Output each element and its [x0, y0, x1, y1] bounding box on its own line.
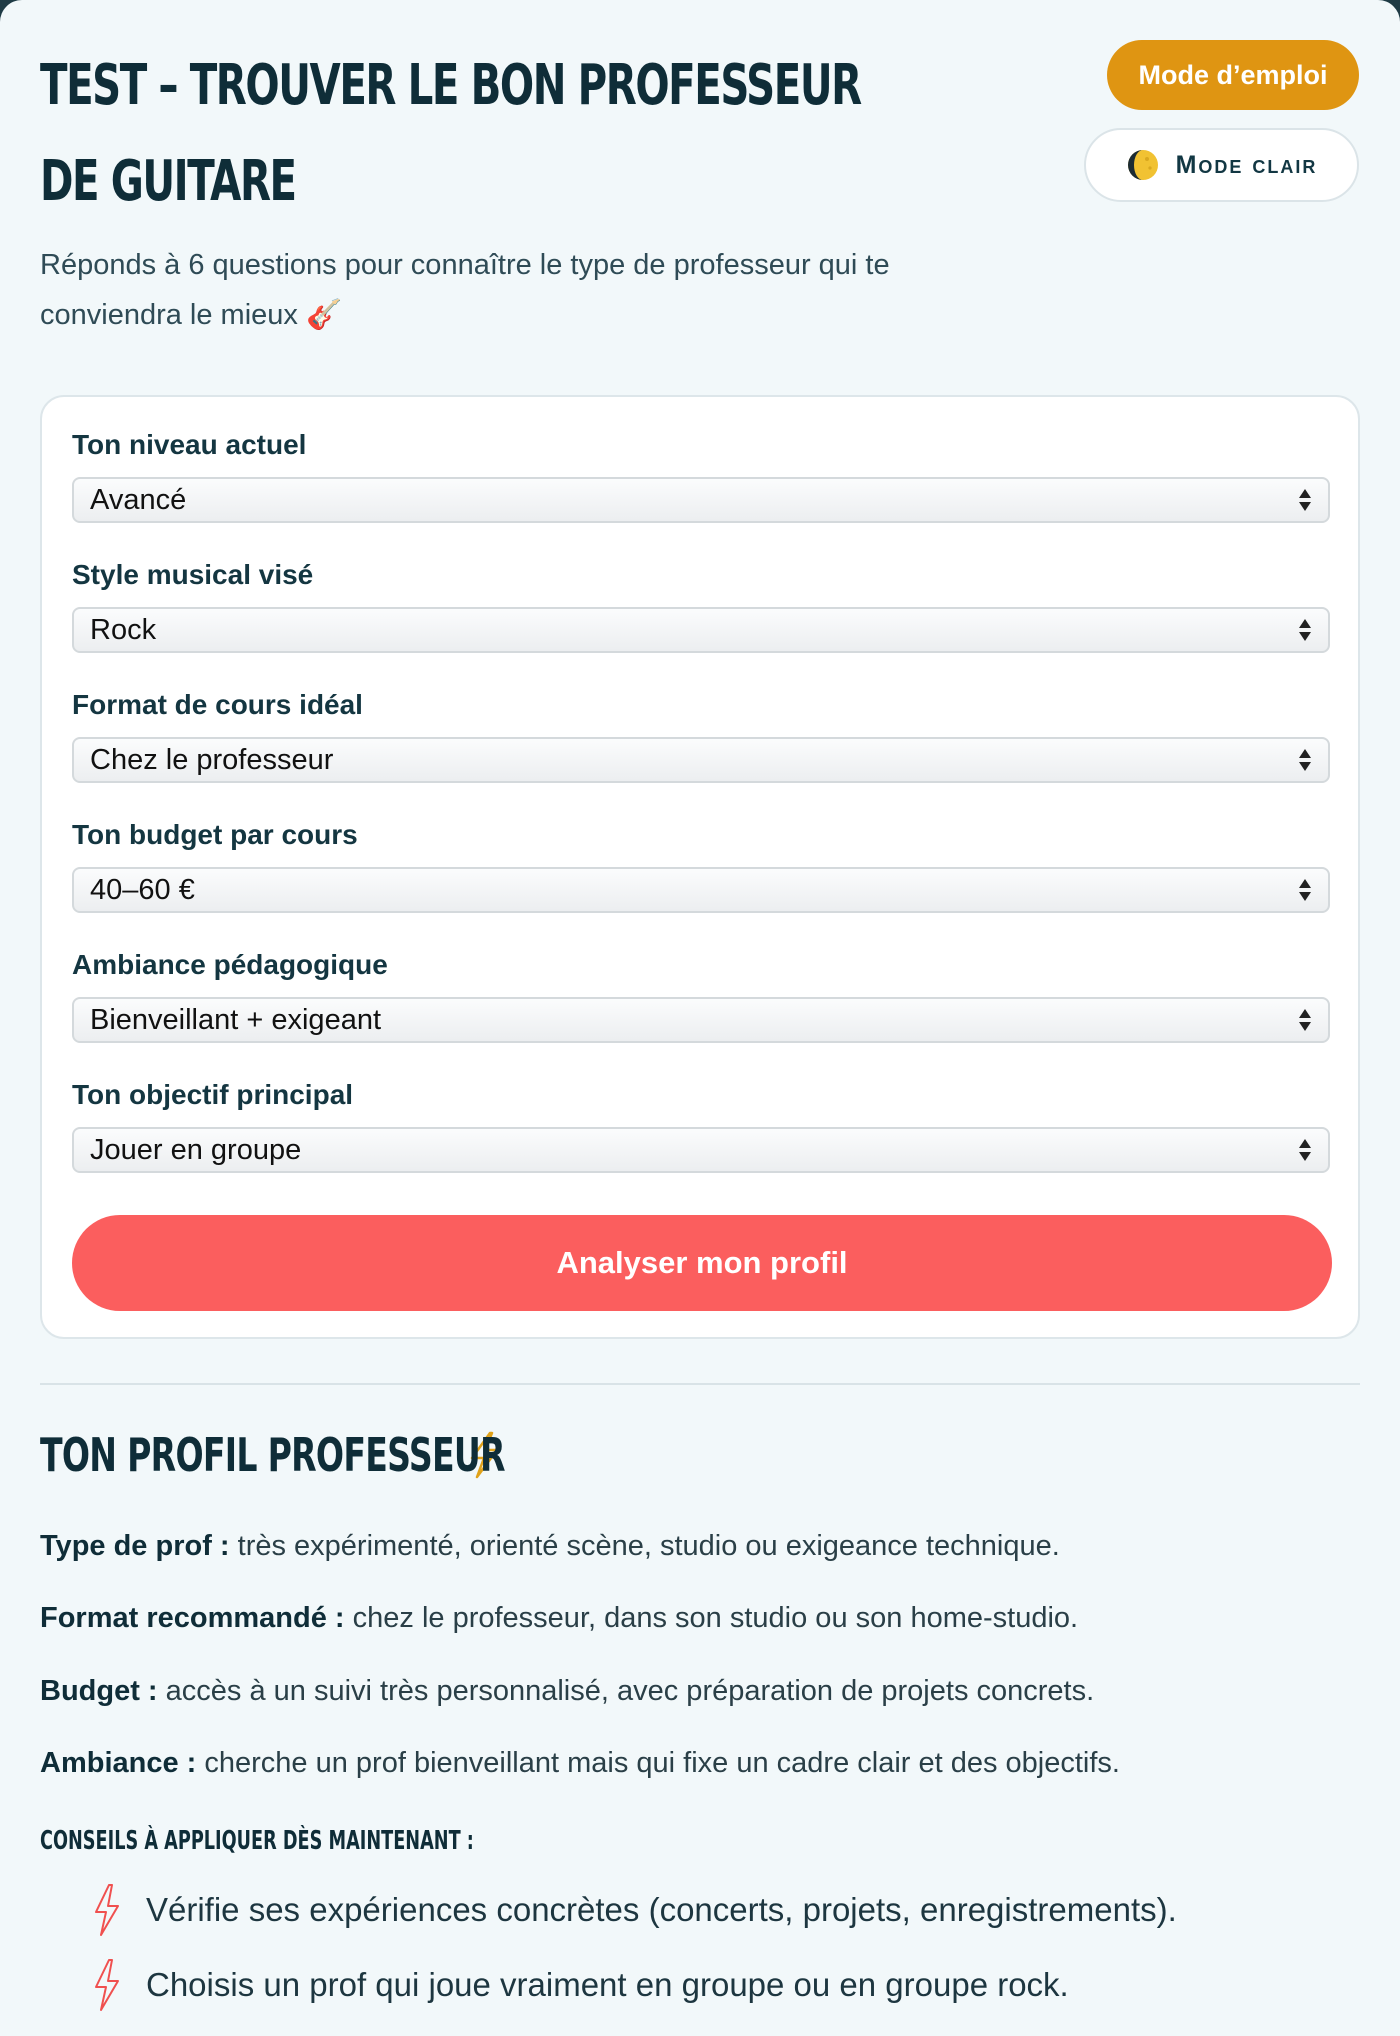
- select-value: Chez le professeur: [90, 743, 334, 776]
- field-label: Style musical visé: [72, 559, 314, 590]
- tip-item: [92, 1880, 1177, 1940]
- tip-item: [92, 1955, 1069, 2015]
- result-text: chez le professeur, dans son studio ou son home-studio.: [352, 1602, 1079, 1634]
- select-value: 40–60 €: [90, 873, 195, 906]
- select-value: Avancé: [90, 483, 187, 516]
- ambiance-select[interactable]: [72, 997, 1330, 1043]
- field-format: [72, 685, 1330, 783]
- lightning-bullet-icon: [92, 1957, 122, 2013]
- result-key: Type de prof :: [40, 1530, 230, 1562]
- select-arrows-icon: [1298, 1136, 1312, 1164]
- result-key: Budget :: [40, 1675, 158, 1707]
- field-objective: [72, 1075, 1330, 1173]
- tip-text: Vérifie ses expériences concrètes (concerts, projets, enregistrements).: [146, 1891, 1177, 1928]
- select-value: Jouer en groupe: [90, 1133, 302, 1166]
- level-select[interactable]: [72, 477, 1330, 523]
- result-teacher-type: [40, 1530, 1360, 1563]
- result-text: cherche un prof bienveillant mais qui fixe un cadre clair et des objectifs.: [204, 1747, 1120, 1779]
- style-select[interactable]: [72, 607, 1330, 653]
- section-divider: [40, 1383, 1360, 1385]
- field-budget: [72, 815, 1330, 913]
- field-label: Ton budget par cours: [72, 819, 358, 850]
- select-arrows-icon: [1298, 876, 1312, 904]
- profile-heading: [40, 1425, 504, 1485]
- result-format: [40, 1602, 1360, 1635]
- field-label: Ambiance pédagogique: [72, 949, 388, 980]
- analyze-button[interactable]: Analyser mon profil: [72, 1215, 1332, 1311]
- result-text: très expérimenté, orienté scène, studio ou exigeance technique.: [237, 1530, 1060, 1562]
- result-key: Format recommandé :: [40, 1602, 345, 1634]
- theme-toggle-label: Mode clair: [1175, 150, 1318, 179]
- result-budget: [40, 1675, 1360, 1708]
- select-arrows-icon: [1298, 616, 1312, 644]
- field-ambiance: [72, 945, 1330, 1043]
- field-label: Ton niveau actuel: [72, 429, 307, 460]
- help-button[interactable]: Mode d’emploi: [1107, 40, 1359, 110]
- select-arrows-icon: [1298, 486, 1312, 514]
- field-label: Ton objectif principal: [72, 1079, 354, 1110]
- format-select[interactable]: [72, 737, 1330, 783]
- select-arrows-icon: [1298, 746, 1312, 774]
- result-key: Ambiance :: [40, 1747, 197, 1779]
- field-style: [72, 555, 1330, 653]
- field-level: [72, 425, 1330, 523]
- budget-select[interactable]: [72, 867, 1330, 913]
- theme-toggle-button[interactable]: [1084, 128, 1359, 202]
- select-arrows-icon: [1298, 1006, 1312, 1034]
- field-label: Format de cours idéal: [72, 689, 363, 720]
- profile-title: TON PROFIL PROFESSEUR: [40, 1428, 505, 1482]
- page-title: TEST – TROUVER LE BON PROFESSEUR DE GUITARE: [40, 53, 861, 214]
- intro-text: Réponds à 6 questions pour connaître le type de professeur qui te conviendra le mieux 🎸: [40, 249, 890, 331]
- quiz-form: [40, 395, 1360, 1339]
- result-ambiance: [40, 1747, 1360, 1780]
- moon-icon: [1126, 148, 1160, 182]
- tips-title: CONSEILS À APPLIQUER DÈS MAINTENANT :: [40, 1826, 474, 1856]
- tip-text: Choisis un prof qui joue vraiment en groupe ou en groupe rock.: [146, 1966, 1069, 2003]
- lightning-bullet-icon: [92, 1882, 122, 1938]
- objective-select[interactable]: [72, 1127, 1330, 1173]
- select-value: Bienveillant + exigeant: [90, 1003, 382, 1036]
- result-text: accès à un suivi très personnalisé, avec préparation de projets concrets.: [165, 1675, 1095, 1707]
- select-value: Rock: [90, 613, 157, 646]
